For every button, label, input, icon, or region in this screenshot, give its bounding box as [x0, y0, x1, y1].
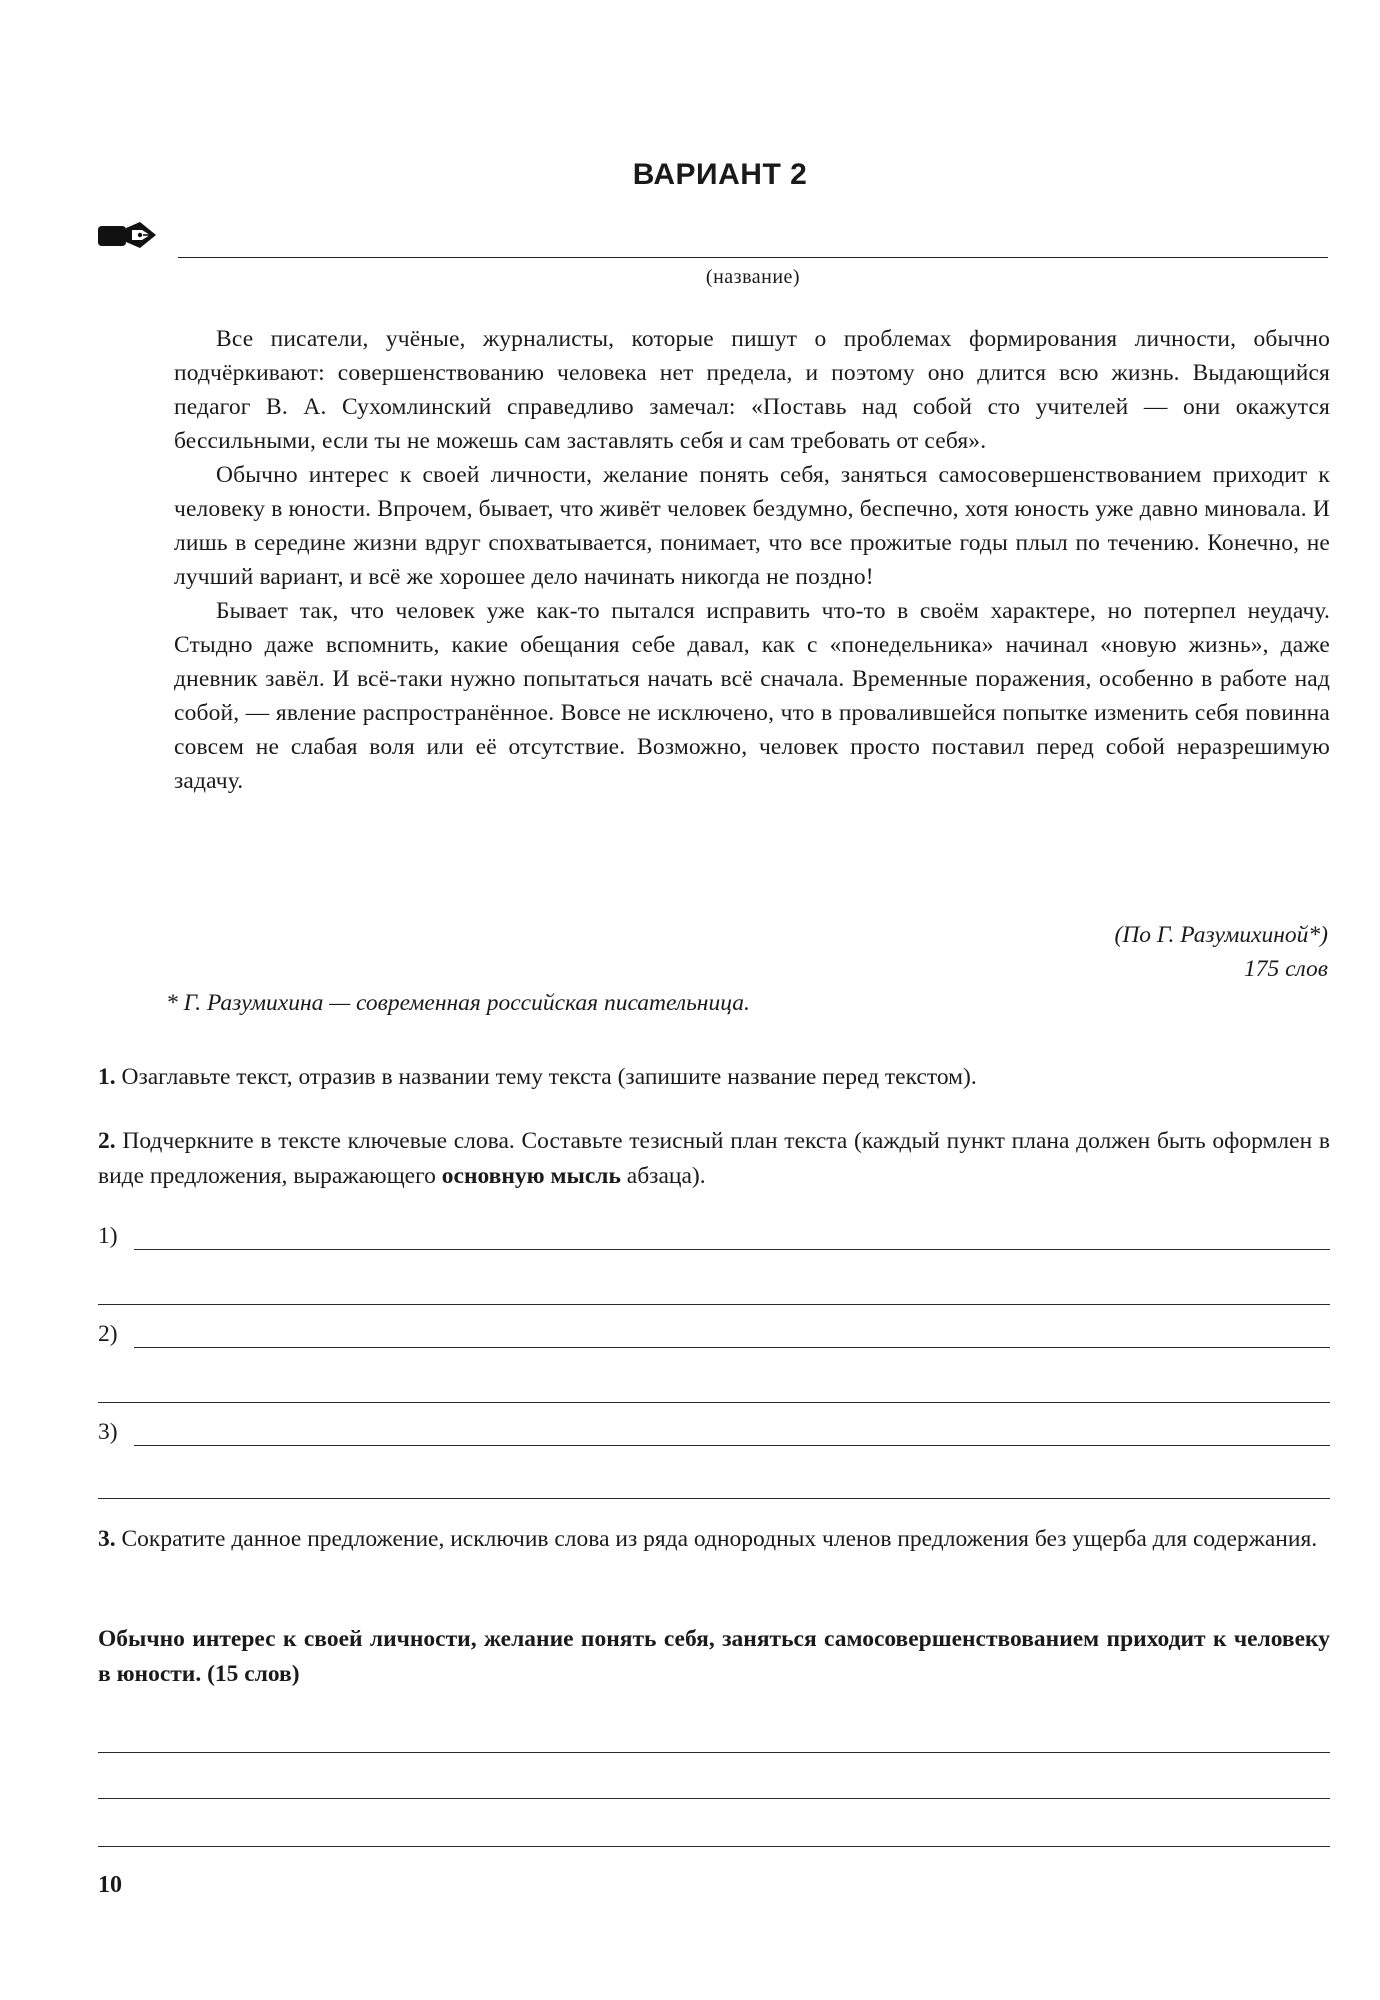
variant-title-wrap: [0, 158, 1380, 192]
plan-item-3-write-line[interactable]: [134, 1445, 1330, 1446]
answer-line-2[interactable]: [98, 1798, 1330, 1799]
task-2-number: 2.: [98, 1128, 116, 1154]
task-1-text: Озаглавьте текст, отразив в названии тему текста (запишите название перед текстом).: [115, 1064, 977, 1090]
task-2-text-end: абзаца).: [620, 1163, 706, 1189]
plan-item-3-number: 3): [98, 1419, 118, 1445]
task-3-text: Сократите данное предложение, исключив слова из ряда однородных членов предложения без ущерба для содержания.: [115, 1526, 1318, 1552]
fountain-pen-icon: [96, 218, 158, 252]
plan-item-1-continuation-line[interactable]: [98, 1304, 1330, 1305]
main-text: [174, 322, 1330, 798]
plan-item-1-write-line[interactable]: [134, 1249, 1330, 1250]
plan-item-3: [98, 1416, 1330, 1452]
plan-item-1: [98, 1220, 1330, 1256]
source-author: (По Г. Разумихиной*): [1114, 922, 1328, 948]
title-line-caption: (название): [705, 266, 801, 288]
plan-item-2-number: 2): [98, 1321, 118, 1347]
task-1: [98, 1060, 1330, 1095]
text-paragraph-2: Обычно интерес к своей личности, желание понять себя, заняться самосовершенствованием приходит к человеку в юности. Впрочем, бывает, что живёт человек бездумно, беспечно, хотя юность уже давно миновала. И лишь в середине жизни вдруг спохватывается, понимает, что все прожитые годы плыл по течению. Конечно, не лучший вариант, и всё же хорошее дело начинать никогда не поздно!: [174, 462, 1330, 590]
plan-item-2: [98, 1318, 1330, 1354]
text-paragraph-1: Все писатели, учёные, журналисты, которые пишут о проблемах формирования личности, обычно подчёркивают: совершенствованию человека нет предела, и поэтому оно длится всю жизнь. Выдающийся педагог В. А. Сухомлинский справедливо замечал: «Поставь над собой сто учителей — они окажутся бессильными, если ты не можешь сам заставлять себя и сам требовать от себя».: [174, 326, 1330, 454]
source-attribution: [1115, 918, 1329, 986]
page-number: 10: [98, 1872, 122, 1898]
plan-item-1-number: 1): [98, 1223, 118, 1249]
footnote: * Г. Разумихина — современная российская писательница.: [166, 990, 750, 1016]
plan-item-2-write-line[interactable]: [134, 1347, 1330, 1348]
text-paragraph-3: Бывает так, что человек уже как-то пытался исправить что-то в своём характере, но потерпел неудачу. Стыдно даже вспомнить, какие обещания себе давал, как с «понедельника» начинал «новую жизнь», даже дневник завёл. И всё-таки нужно попытаться начать всё сначала. Временные поражения, особенно в работе над собой, — явление распространённое. Вовсе не исключено, что в провалившейся попытке изменить себя повинна совсем не слабая воля или её отсутствие. Возможно, человек просто поставил перед собой неразрешимую задачу.: [174, 598, 1330, 794]
title-write-line[interactable]: [178, 257, 1328, 258]
answer-line-1[interactable]: [98, 1752, 1330, 1753]
plan-item-3-continuation-line[interactable]: [98, 1498, 1330, 1499]
task-3-number: 3.: [98, 1526, 116, 1552]
task-2-bold-phrase: основную мысль: [441, 1163, 621, 1189]
task-3: [98, 1522, 1330, 1557]
task-2-text: Подчеркните в тексте ключевые слова. Составьте тезисный план текста (каждый пункт плана должен быть оформлен в виде предложения, выражающего: [98, 1128, 1330, 1189]
plan-item-2-continuation-line[interactable]: [98, 1402, 1330, 1403]
task-2: [98, 1124, 1330, 1194]
variant-title: ВАРИАНТ 2: [632, 158, 808, 191]
answer-line-3[interactable]: [98, 1846, 1330, 1847]
task-1-number: 1.: [98, 1064, 116, 1090]
task-3-sentence: Обычно интерес к своей личности, желание понять себя, заняться самосовершенствованием приходит к человеку в юности. (15 слов): [98, 1626, 1330, 1687]
word-count: 175 слов: [1243, 956, 1328, 982]
